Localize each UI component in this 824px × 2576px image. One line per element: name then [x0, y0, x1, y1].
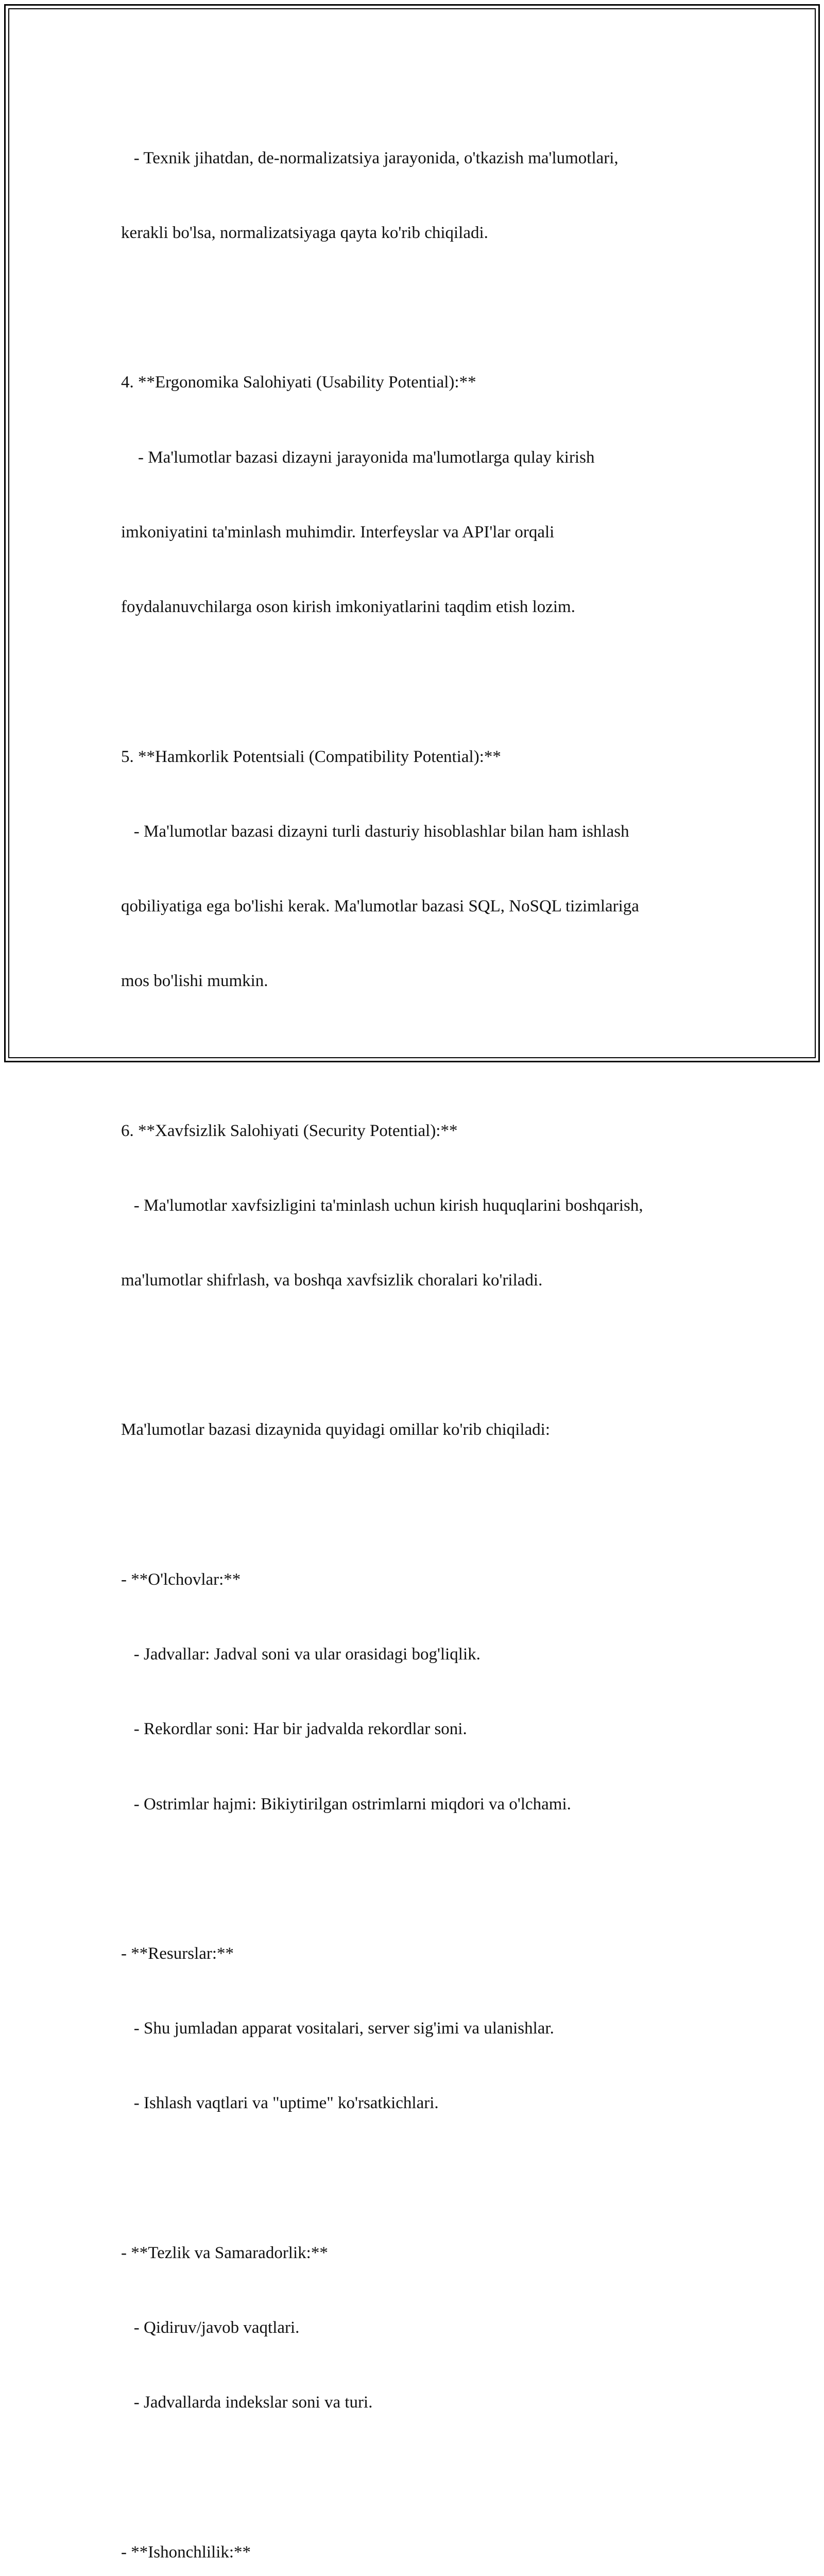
list-item: - Ishlash vaqtlari va "uptime" ko'rsatkichlari.	[121, 2094, 439, 2113]
blank-line	[121, 669, 718, 694]
list-item: - Jadvallar: Jadval soni va ular orasidagi bog'liqlik.	[121, 1645, 480, 1664]
text-line: ma'lumotlar shifrlash, va boshqa xavfsizlik choralari ko'riladi.	[121, 1271, 543, 1290]
list-heading: - **Tezlik va Samaradorlik:**	[121, 2243, 328, 2262]
blank-line	[121, 2166, 718, 2191]
list-item: - Ostrimlar hajmi: Bikiytirilgan ostrimlarni miqdori va o'lchami.	[121, 1794, 571, 1814]
text-line: imkoniyatini ta'minlash muhimdir. Interfeyslar va API'lar orqali	[121, 522, 555, 541]
text-line: foydalanuvchilarga oson kirish imkoniyatlarini taqdim etish lozim.	[121, 598, 575, 617]
section-heading: 6. **Xavfsizlik Salohiyati (Security Potential):**	[121, 1121, 458, 1140]
text-line: - Texnik jihatdan, de-normalizatsiya jarayonida, o'tkazish ma'lumotlari,	[121, 148, 619, 167]
blank-line	[121, 1867, 718, 1891]
text-line: Ma'lumotlar bazasi dizaynida quyidagi omillar ko'rib chiqiladi:	[121, 1420, 551, 1439]
list-heading: - **Resurslar:**	[121, 1944, 234, 1963]
section-heading: 5. **Hamkorlik Potentsiali (Compatibility Potential):**	[121, 747, 501, 766]
blank-line	[121, 1043, 718, 1068]
text-line: mos bo'lishi mumkin.	[121, 972, 268, 991]
list-item: - Qidiruv/javob vaqtlari.	[121, 2318, 300, 2337]
text-line: - Ma'lumotlar bazasi dizayni jarayonida ma'lumotlarga qulay kirish	[121, 448, 595, 467]
text-line: - Ma'lumotlar xavfsizligini ta'minlash uchun kirish huquqlarini boshqarish,	[121, 1196, 643, 1215]
text-line: - Ma'lumotlar bazasi dizayni turli dasturiy hisoblashlar bilan ham ishlash	[121, 822, 629, 841]
document-body	[121, 96, 718, 2576]
list-item: - Rekordlar soni: Har bir jadvalda rekordlar soni.	[121, 1720, 467, 1739]
text-line: kerakli bo'lsa, normalizatsiyaga qayta ko'rib chiqiladi.	[121, 224, 488, 243]
blank-line	[121, 1493, 718, 1517]
blank-line	[121, 295, 718, 320]
list-heading: - **O'lchovlar:**	[121, 1570, 241, 1589]
list-item: - Shu jumladan apparat vositalari, server sig'imi va ulanishlar.	[121, 2019, 554, 2038]
blank-line	[121, 2465, 718, 2489]
list-item: - Jadvallarda indekslar soni va turi.	[121, 2393, 373, 2412]
list-heading: - **Ishonchlilik:**	[121, 2543, 251, 2562]
section-heading: 4. **Ergonomika Salohiyati (Usability Potential):**	[121, 373, 476, 392]
text-line: qobiliyatiga ega bo'lishi kerak. Ma'lumotlar bazasi SQL, NoSQL tizimlariga	[121, 896, 639, 916]
blank-line	[121, 1343, 718, 1367]
